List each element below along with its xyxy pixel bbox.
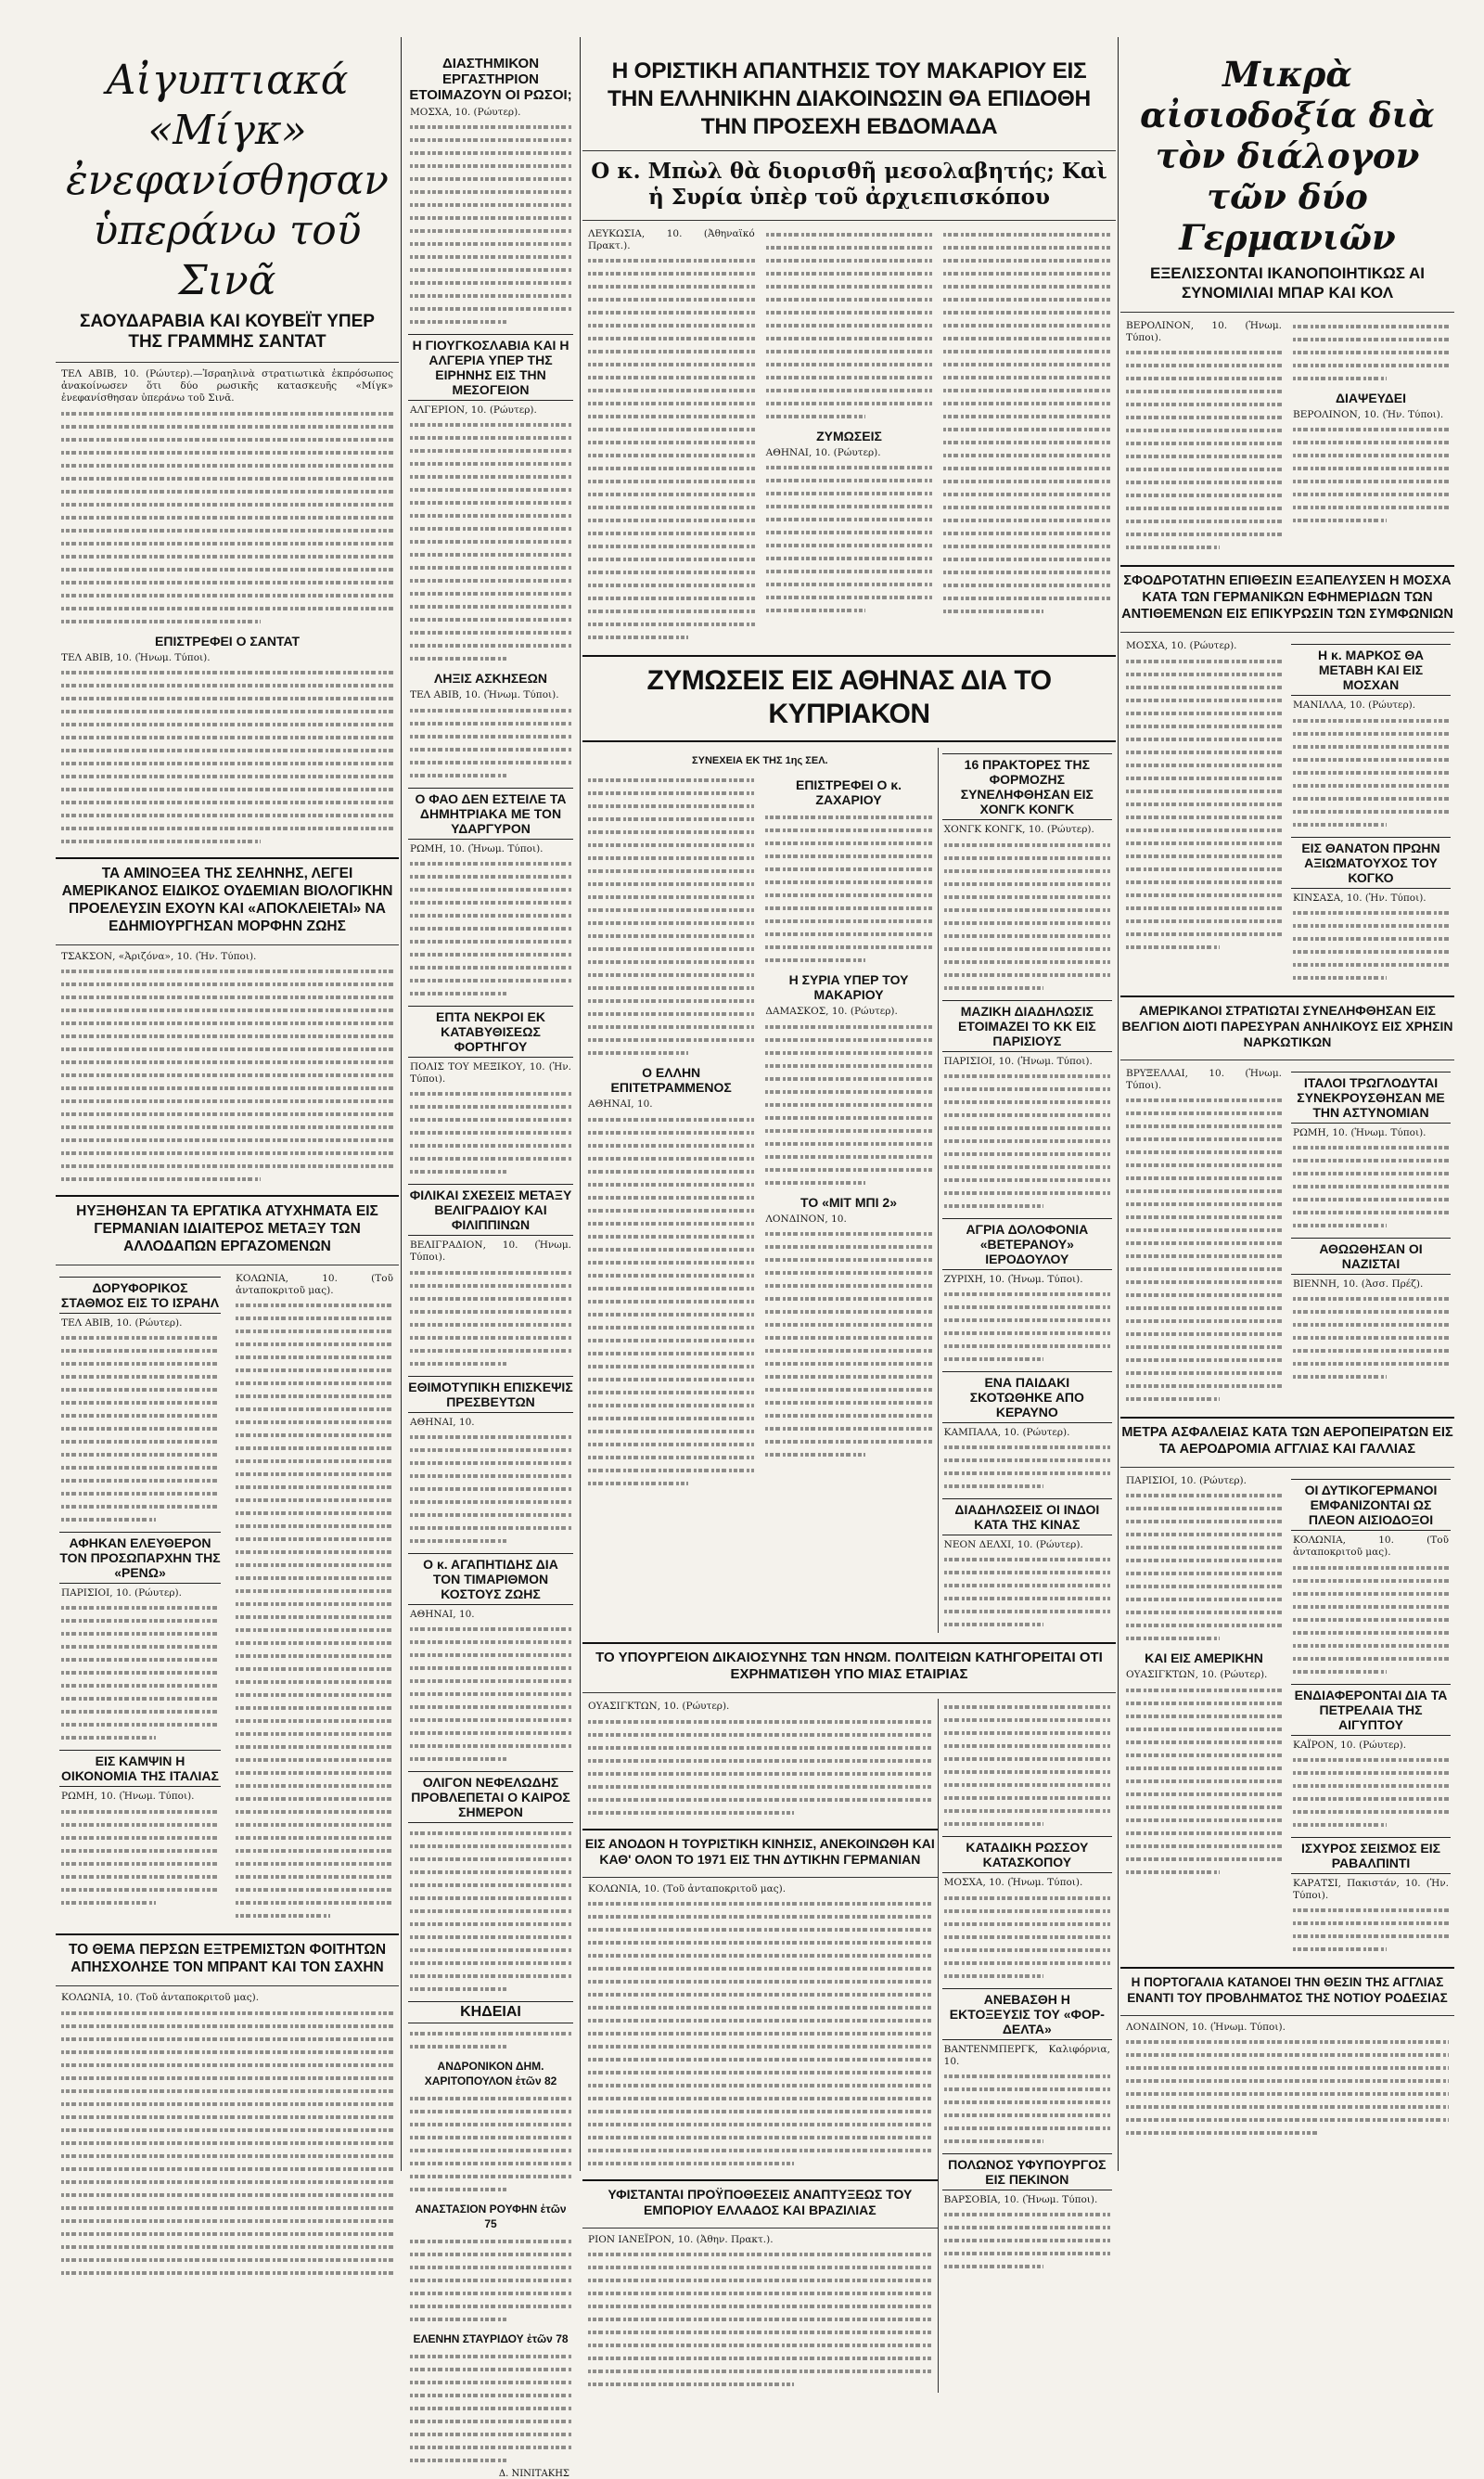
oil-headline: ΕΝΔΙΑΦΕΡΟΝΤΑΙ ΔΙΑ ΤΑ ΠΕΤΡΕΛΑΙΑ ΤΗΣ ΑΙΓΥΠΤΟΥ — [1291, 1684, 1451, 1736]
exercises-headline: ΛΗΞΙΣ ΑΣΚΗΣΕΩΝ — [434, 671, 547, 687]
cavemen-dateline: ΡΩΜΗ, 10. (Ἡνωμ. Τύποι). — [1293, 1126, 1426, 1138]
article-text — [944, 1070, 1110, 1213]
philippines-headline: ΦΙΛΙΚΑΙ ΣΧΕΣΕΙΣ ΜΕΤΑΞΥ ΒΕΛΙΓΡΑΔΙΟΥ ΚΑΙ ΦΙΛΙΠΠΙΝΩΝ — [408, 1184, 573, 1236]
america-dateline: ΟΥΑΣΙΓΚΤΩΝ, 10. (Ρώυτερ). — [1126, 1669, 1268, 1681]
moscow-dateline: ΜΟΣΧΑ, 10. (Ρώυτερ). — [1126, 640, 1237, 652]
egypt-headline: Αἰγυπτιακά «Μίγκ» ἐνεφανίσθησαν ὑπεράνω τοῦ Σινᾶ — [66, 57, 389, 304]
child-headline: ΕΝΑ ΠΑΙΔΑΚΙ ΣΚΟΤΩΘΗΚΕ ΑΠΟ ΚΕΡΑΥΝΟ — [942, 1371, 1112, 1423]
makarios-dateline: ΛΕΥΚΩΣΙΑ, 10. (Ἀθηναϊκό Πρακτ.). — [588, 228, 755, 252]
article-text — [61, 2007, 393, 2280]
italy-dateline: ΡΩΜΗ, 10. (Ἡνωμ. Τύποι). — [61, 1791, 195, 1803]
article-text — [765, 811, 931, 967]
priest-dateline: ΖΥΡΙΧΗ, 10. (Ἡνωμ. Τύποι). — [943, 1273, 1083, 1285]
article-text — [410, 418, 571, 665]
article-text — [410, 704, 571, 782]
students-headline: ΤΟ ΘΕΜΑ ΠΕΡΣΩΝ ΕΞΤΡΕΜΙΣΤΩΝ ΦΟΙΤΗΤΩΝ ΑΠΗΣΧΟΛΗΣΕ ΤΟΝ ΜΠΡΑΝΤ ΚΑΙ ΤΟΝ ΣΑΧΗΝ — [68, 1942, 387, 1976]
article-text — [410, 2092, 571, 2196]
returns-headline: ΕΠΙΣΤΡΕΦΕΙ Ο κ. ΖΑΧΑΡΙΟΥ — [795, 777, 902, 808]
agapitidis-dateline: ΑΘΗΝΑΙ, 10. — [410, 1608, 475, 1620]
funeral-name: ΑΝΑΣΤΑΣΙΟΝ ΡΟΥΦΗΝ ἐτῶν 75 — [415, 2203, 567, 2231]
article-text — [410, 1087, 571, 1178]
makarios-subhead: Ο κ. Μπὼλ θὰ διορισθῆ μεσολαβητής; Καὶ ἡ Συρία ὑπὲρ τοῦ ἀρχιεπισκόπου — [591, 159, 1107, 210]
article-text — [1126, 655, 1282, 954]
article-text — [1126, 1684, 1282, 1879]
makarios-headline: Η ΟΡΙΣΤΙΚΗ ΑΠΑΝΤΗΣΙΣ ΤΟΥ ΜΑΚΑΡΙΟΥ ΕΙΣ ΤΗΝ ΕΛΛΗΝΙΚΗΝ ΔΙΑΚΟΙΝΩΣΙΝ ΘΑ ΕΠΙΔΟΘΗ ΤΗΝ ΠΡΟΣΕΧΗ ΕΒΔΟΜΑΔΑ — [608, 58, 1091, 139]
funeral-name: ΑΝΔΡΟΝΙΚΟΝ ΔΗΜ. ΧΑΡΙΤΟΠΟΥΛΟΝ ἐτῶν 82 — [424, 2060, 557, 2088]
article-text — [1126, 2036, 1449, 2139]
acquittal-headline: ΑΘΩΩΘΗΣΑΝ ΟΙ ΝΑΖΙΣΤΑΙ — [1291, 1238, 1451, 1275]
article-text — [944, 1701, 1110, 1830]
article-text — [61, 1601, 219, 1744]
markos-headline: Η κ. ΜΑΡΚΟΣ ΘΑ ΜΕΤΑΒΗ ΚΑΙ ΕΙΣ ΜΟΣΧΑΝ — [1291, 644, 1451, 696]
fao-headline: Ο ΦΑΟ ΔΕΝ ΕΣΤΕΙΛΕ ΤΑ ΔΗΜΗΤΡΙΑΚΑ ΜΕ ΤΟΝ ΥΔΑΡΓΥΡΟΝ — [408, 788, 573, 840]
article-text — [1293, 714, 1449, 831]
ambassadors-dateline: ΑΘΗΝΑΙ, 10. — [410, 1416, 475, 1428]
mit-dateline: ΛΟΝΔΙΝΟΝ, 10. — [765, 1213, 847, 1225]
drugs-headline: ΑΜΕΡΙΚΑΝΟΙ ΣΤΡΑΤΙΩΤΑΙ ΣΥΝΕΛΗΦΘΗΣΑΝ ΕΙΣ ΒΕΛΓΙΟΝ ΔΙΟΤΙ ΠΑΡΕΣΥΡΑΝ ΑΝΗΛΙΚΟΥΣ ΕΙΣ ΧΡΗΣΙΝ ΝΑΡΚΩΤΙΚΩΝ — [1121, 1002, 1453, 1049]
article-text — [588, 1113, 754, 1490]
article-text — [588, 254, 755, 644]
article-text — [410, 857, 571, 1000]
launch-dateline: ΒΑΝΤΕΝΜΠΕΡΓΚ, Καλιφόρνια, 10. — [943, 2043, 1110, 2067]
tourism-dateline: ΚΟΛΩΝΙΑ, 10. (Τοῦ ἀνταποκριτοῦ μας). — [588, 1882, 787, 1895]
acquittal-dateline: ΒΙΕΝΝΗ, 10. (Ἀσσ. Πρέζ). — [1293, 1278, 1424, 1291]
article-text — [236, 1299, 393, 1922]
airport-headline: ΜΕΤΡΑ ΑΣΦΑΛΕΙΑΣ ΚΑΤΑ ΤΩΝ ΑΕΡΟΠΕΙΡΑΤΩΝ ΕΙΣ ΤΑ ΑΕΡΟΔΡΟΜΙΑ ΑΓΓΛΙΑΣ ΚΑΙ ΓΑΛΛΙΑΣ — [1121, 1425, 1453, 1458]
poland-dateline: ΒΑΡΣΟΒΙΑ, 10. (Ἡνωμ. Τύποι). — [943, 2194, 1098, 2206]
police-headline: ΤΟ ΥΠΟΥΡΓΕΙΟΝ ΔΙΚΑΙΟΣΥΝΗΣ ΤΩΝ ΗΝΩΜ. ΠΟΛΙΤΕΙΩΝ ΚΑΤΗΓΟΡΕΙΤΑΙ ΟΤΙ ΕΧΡΗΜΑΤΙΣΘΗ ΥΠΟ ΜΙΑΣ ΕΤΑΙΡΙΑΣ — [595, 1650, 1103, 1683]
moon-dateline: ΤΣΑΚΣΟΝ, «Ἀριζόνα», 10. (Ἡν. Τύποι). — [61, 950, 257, 962]
article-text — [1293, 1561, 1449, 1678]
article-text — [1293, 423, 1449, 527]
continued-label: ΣΥΝΕΧΕΙΑ ΕΚ ΤΗΣ 1ης ΣΕΛ. — [692, 755, 828, 767]
renault-dateline: ΠΑΡΙΣΙΟΙ, 10. (Ρώυτερ). — [61, 1587, 182, 1599]
markos-dateline: ΜΑΝΙΛΛΑ, 10. (Ρώυτερ). — [1293, 700, 1416, 712]
article-text — [1126, 1094, 1282, 1406]
students-dateline: ΚΟΛΩΝΙΑ, 10. (Τοῦ ἀνταποκριτοῦ μας). — [61, 1992, 260, 2004]
article-text — [944, 1441, 1110, 1493]
envoy-dateline: ΑΘΗΝΑΙ, 10. — [588, 1098, 653, 1111]
tourism-headline: ΕΙΣ ΑΝΟΔΟΝ Η ΤΟΥΡΙΣΤΙΚΗ ΚΙΝΗΣΙΣ, ΑΝΕΚΟΙΝΩΘΗ ΚΑΙ ΚΑΘ' ΟΛΟΝ ΤΟ 1971 ΕΙΣ ΤΗΝ ΔΥΤΙΚΗΝ ΓΕΡΜΑΝΙΑΝ — [584, 1835, 935, 1867]
article-text — [410, 2027, 571, 2053]
paris-dateline: ΠΑΡΙΣΙΟΙ, 10. (Ἡνωμ. Τύποι). — [943, 1055, 1093, 1067]
column-2 — [404, 0, 577, 2479]
column-1 — [56, 0, 399, 2191]
brazil-headline: ΥΦΙΣΤΑΝΤΑΙ ΠΡΟΫΠΟΘΕΣΕΙΣ ΑΝΑΠΤΥΞΕΩΣ ΤΟΥ ΕΜΠΟΡΙΟΥ ΕΛΛΑΔΟΣ ΚΑΙ ΒΡΑΖΙΛΙΑΣ — [608, 2186, 913, 2217]
death-headline: ΕΙΣ ΘΑΝΑΤΟΝ ΠΡΩΗΝ ΑΞΙΩΜΑΤΟΥΧΟΣ ΤΟΥ ΚΟΓΚΟ — [1291, 837, 1451, 889]
koln-dateline: ΚΟΛΩΝΙΑ, 10. (Τοῦ ἀνταποκριτοῦ μας). — [236, 1273, 393, 1297]
paris-headline: ΜΑΖΙΚΗ ΔΙΑΔΗΛΩΣΙΣ ΕΤΟΙΜΑΖΕΙ ΤΟ ΚΚ ΕΙΣ ΠΑΡΙΣΙΟΥΣ — [942, 1000, 1112, 1052]
article-text — [766, 461, 933, 617]
denies-headline: ΔΙΑΨΕΥΔΕΙ — [1335, 391, 1407, 405]
article-text — [1126, 346, 1282, 554]
article-text — [410, 121, 571, 328]
fao-dateline: ΡΩΜΗ, 10. (Ἡνωμ. Τύποι). — [410, 842, 544, 854]
renault-headline: ΑΦΗΚΑΝ ΕΛΕΥΘΕΡΟΝ ΤΟΝ ΠΡΟΣΩΠΑΡΧΗΝ ΤΗΣ «ΡΕΝΩ» — [59, 1532, 221, 1584]
quake-dateline: ΚΑΡΑΤΣΙ, Πακιστάν, 10. (Ἡν. Τύποι). — [1293, 1877, 1449, 1902]
zymoseis-dateline: ΑΘΗΝΑΙ, 10. (Ρώυτερ). — [765, 447, 881, 458]
article-text — [588, 1897, 932, 2170]
article-text — [944, 2208, 1110, 2273]
death-dateline: ΚΙΝΣΑΣΑ, 10. (Ἡν. Τύποι). — [1293, 892, 1426, 904]
optimism-headline: ΟΙ ΔΥΤΙΚΟΓΕΡΜΑΝΟΙ ΕΜΦΑΝΙΖΟΝΤΑΙ ΩΣ ΠΛΕΟΝ ΑΙΣΙΟΔΟΞΟΙ — [1291, 1479, 1451, 1531]
ambassadors-headline: ΕΘΙΜΟΤΥΠΙΚΗ ΕΠΙΣΚΕΨΙΣ ΠΡΕΣΒΕΥΤΩΝ — [408, 1376, 573, 1413]
demos-dateline: ΝΕΟΝ ΔΕΛΧΙ, 10. (Ρώυτερ). — [943, 1539, 1083, 1551]
article-text — [1293, 1292, 1449, 1383]
kogk-dateline: ΧΟΝΓΚ ΚΟΝΓΚ, 10. (Ρώυτερ). — [943, 824, 1094, 836]
article-text — [61, 407, 393, 628]
priest-headline: ΑΓΡΙΑ ΔΟΛΟΦΟΝΙΑ «ΒΕΤΕΡΑΝΟΥ» ΙΕΡΟΔΟΥΛΟΥ — [942, 1218, 1112, 1270]
syria-dateline: ΔΑΜΑΣΚΟΣ, 10. (Ρώυτερ). — [765, 1006, 898, 1018]
accidents-headline: ΗΥΞΗΘΗΣΑΝ ΤΑ ΕΡΓΑΤΙΚΑ ΑΤΥΧΗΜΑΤΑ ΕΙΣ ΓΕΡΜΑΝΙΑΝ ΙΔΙΑΙΤΕΡΟΣ ΜΕΤΑΞΥ ΤΩΝ ΑΛΛΟΔΑΠΩΝ ΕΡΓΑΖΟΜΕΝΩΝ — [76, 1203, 378, 1255]
envoy-headline: Ο ΕΛΛΗΝ ΕΠΙΤΕΤΡΑΜΜΕΝΟΣ — [610, 1065, 732, 1096]
oil-dateline: ΚΑΪΡΟΝ, 10. (Ρώυτερ). — [1293, 1739, 1407, 1751]
denies-dateline: ΒΕΡΟΛΙΝΟΝ, 10. (Ἡν. Τύποι). — [1293, 409, 1444, 420]
police-dateline: ΟΥΑΣΙΓΚΤΩΝ, 10. (Ρώυτερ). — [588, 1701, 730, 1713]
mit-headline: ΤΟ «ΜΙΤ ΜΠΙ 2» — [800, 1194, 897, 1210]
article-text — [944, 839, 1110, 995]
article-text — [1293, 906, 1449, 984]
article-text — [944, 2070, 1110, 2148]
germanies-subhead: ΕΞΕΛΙΣΣΟΝΤΑΙ ΙΚΑΝΟΠΟΙΗΤΙΚΩΣ ΑΙ ΣΥΝΟΜΙΛΙΑΙ ΜΠΑΡ ΚΑΙ ΚΟΛ — [1149, 264, 1425, 302]
article-text — [765, 1227, 931, 1461]
optimism-dateline: ΚΟΛΩΝΙΑ, 10. (Τοῦ ἀνταποκριτοῦ μας). — [1293, 1535, 1449, 1559]
column-4 — [1120, 0, 1454, 2191]
egypt-subhead: ΣΑΟΥΔΑΡΑΒΙΑ ΚΑΙ ΚΟΥΒΕΪΤ ΥΠΕΡ ΤΗΣ ΓΡΑΜΜΗΣ ΣΑΝΤΑΤ — [80, 312, 375, 352]
yugoslavia-dateline: ΑΛΓΕΡΙΟΝ, 10. (Ρώυτερ). — [410, 405, 537, 417]
brazil-dateline: ΡΙΟΝ ΙΑΝΕΪΡΟΝ, 10. (Ἀθην. Πρακτ.). — [588, 2233, 774, 2245]
article-text — [61, 1805, 219, 1909]
drugs-dateline: ΒΡΥΞΕΛΛΑΙ, 10. (Ἡνωμ. Τύποι). — [1126, 1067, 1282, 1092]
article-text — [1293, 320, 1449, 385]
article-text — [944, 1553, 1110, 1631]
demos-headline: ΔΙΑΔΗΛΩΣΕΙΣ ΟΙ ΙΝΔΟΙ ΚΑΤΑ ΤΗΣ ΚΙΝΑΣ — [942, 1498, 1112, 1535]
article-text — [61, 965, 393, 1186]
egypt-dateline: ΤΕΛ ΑΒΙΒ, 10. (Ρώυτερ).—Ἰσραηλινὰ στρατιωτικὰ ἐκπρόσωπος ἀνακοίνωσεν ὅτι δύο ρωσικῆς κατασκευῆς «Μίγκ» ἐνεφανίσθησαν ὑπεράνω τοῦ Σινᾶ. — [61, 368, 393, 405]
article-text — [410, 2235, 571, 2326]
america-subhead: ΚΑΙ ΕΙΣ ΑΜΕΡΙΚΗΝ — [1145, 1651, 1263, 1666]
article-text — [410, 1431, 571, 1548]
article-text — [766, 228, 933, 423]
exercises-dateline: ΤΕΛ ΑΒΙΒ, 10. (Ἡνωμ. Τύποι). — [410, 689, 559, 701]
airport-dateline: ΠΑΡΙΣΙΟΙ, 10. (Ρώυτερ). — [1126, 1475, 1247, 1487]
article-text — [588, 774, 754, 1060]
philippines-dateline: ΒΕΛΙΓΡΑΔΙΟΝ, 10. (Ἡνωμ. Τύποι). — [410, 1240, 571, 1264]
article-text — [61, 1331, 219, 1526]
column-rule — [580, 37, 581, 2171]
article-text — [1293, 1141, 1449, 1232]
article-text — [765, 1021, 931, 1189]
italy-headline: ΕΙΣ ΚΑΜΨΙΝ Η ΟΙΚΟΝΟΜΙΑ ΤΗΣ ΙΤΑΛΙΑΣ — [59, 1750, 221, 1787]
funeral-name: ΕΛΕΝΗΝ ΣΤΑΥΡΙΔΟΥ ἐτῶν 78 — [413, 2332, 569, 2346]
article-text — [588, 2248, 932, 2391]
ship-headline: ΕΠΤΑ ΝΕΚΡΟΙ ΕΚ ΚΑΤΑΒΥΘΙΣΕΩΣ ΦΟΡΤΗΓΟΥ — [408, 1006, 573, 1058]
moon-headline: ΤΑ ΑΜΙΝΟΞΕΑ ΤΗΣ ΣΕΛΗΝΗΣ, ΛΕΓΕΙ ΑΜΕΡΙΚΑΝΟΣ ΕΙΔΙΚΟΣ ΟΥΔΕΜΙΑΝ ΒΙΟΛΟΓΙΚΗΝ ΠΡΟΕΛΕΥΣΙΝ ΕΧΟΥΝ ΚΑΙ «ΑΠΟΚΛΕΙΕΤΑΙ» ΝΑ ΕΔΗΜΙΟΥΡΓΗΣΑΝ ΜΟΡΦΗΝ ΖΩΗΣ — [61, 865, 393, 934]
article-text — [61, 666, 393, 848]
moscow-headline: ΣΦΟΔΡΟΤΑΤΗΝ ΕΠΙΘΕΣΙΝ ΕΞΑΠΕΛΥΣΕΝ Η ΜΟΣΧΑ ΚΑΤΑ ΤΩΝ ΓΕΡΜΑΝΙΚΩΝ ΕΦΗΜΕΡΙΔΩΝ ΤΩΝ ΑΝΤΙΘΕΜΕΝΩΝ ΕΙΣ ΕΠΙΚΥΡΩΣΙΝ ΤΩΝ ΣΥΜΦΩΝΙΩΝ — [1121, 573, 1453, 623]
kogk-headline: 16 ΠΡΑΚΤΟΡΕΣ ΤΗΣ ΦΟΡΜΟΖΗΣ ΣΥΝΕΛΗΦΘΗΣΑΝ ΕΙΣ ΧΟΝΓΚ ΚΟΝΓΚ — [942, 753, 1112, 820]
cavemen-headline: ΙΤΑΛΟΙ ΤΡΩΓΛΟΔΥΤΑΙ ΣΥΝΕΚΡΟΥΣΘΗΣΑΝ ΜΕ ΤΗΝ ΑΣΤΥΝΟΜΙΑΝ — [1291, 1072, 1451, 1124]
article-text — [1293, 1904, 1449, 1956]
satellite-dateline: ΤΕΛ ΑΒΙΒ, 10. (Ρώυτερ). — [61, 1317, 183, 1329]
column-3 — [582, 0, 1116, 2245]
column-rule — [401, 37, 402, 2171]
portugal-dateline: ΛΟΝΔΙΝΟΝ, 10. (Ἡνωμ. Τύποι). — [1126, 2022, 1286, 2034]
space-lab-dateline: ΜΟΣΧΑ, 10. (Ρώυτερ). — [410, 107, 521, 118]
article-text — [410, 1827, 571, 1996]
agapitidis-headline: Ο κ. ΑΓΑΠΗΤΙΔΗΣ ΔΙΑ ΤΟΝ ΤΙΜΑΡΙΘΜΟΝ ΚΟΣΤΟΥΣ ΖΩΗΣ — [408, 1553, 573, 1605]
funerals-headline: ΚΗΔΕΙΑΙ — [408, 2001, 573, 2023]
article-text — [410, 1266, 571, 1370]
yugoslavia-headline: Η ΓΙΟΥΓΚΟΣΛΑΒΙΑ ΚΑΙ Η ΑΛΓΕΡΙΑ ΥΠΕΡ ΤΗΣ ΕΙΡΗΝΗΣ ΕΙΣ ΤΗΝ ΜΕΣΟΓΕΙΟΝ — [408, 334, 573, 401]
launch-headline: ΑΝΕΒΑΣΘΗ Η ΕΚΤΟΞΕΥΣΙΣ ΤΟΥ «ΦΟΡ-ΔΕΛΤΑ» — [942, 1988, 1112, 2040]
quake-headline: ΙΣΧΥΡΟΣ ΣΕΙΣΜΟΣ ΕΙΣ ΡΑΒΑΛΠΙΝΤΙ — [1291, 1837, 1451, 1874]
santat-dateline: ΤΕΛ ΑΒΙΒ, 10. (Ἡνωμ. Τύποι). — [61, 651, 211, 663]
cyprus-headline: ΖΥΜΩΣΕΙΣ ΕΙΣ ΑΘΗΝΑΣ ΔΙΑ ΤΟ ΚΥΠΡΙΑΚΟΝ — [646, 665, 1052, 730]
article-text — [1293, 1753, 1449, 1831]
article-text — [944, 1892, 1110, 1983]
satellite-headline: ΔΟΡΥΦΟΡΙΚΟΣ ΣΤΑΘΜΟΣ ΕΙΣ ΤΟ ΙΣΡΑΗΛ — [59, 1277, 221, 1314]
poland-headline: ΠΟΛΩΝΟΣ ΥΦΥΠΟΥΡΓΟΣ ΕΙΣ ΠΕΚΙΝΟΝ — [942, 2153, 1112, 2190]
article-text — [1126, 1489, 1282, 1645]
court-dateline: ΜΟΣΧΑ, 10. (Ἡνωμ. Τύποι). — [943, 1877, 1083, 1889]
portugal-headline: Η ΠΟΡΤΟΓΑΛΙΑ ΚΑΤΑΝΟΕΙ ΤΗΝ ΘΕΣΙΝ ΤΗΣ ΑΓΓΛΙΑΣ ΕΝΑΝΤΙ ΤΟΥ ΠΡΟΒΛΗΜΑΤΟΣ ΤΗΣ ΝΟΤΙΟΥ ΡΟΔΕΣΙΑΣ — [1127, 1975, 1448, 2006]
ship-dateline: ΠΟΛΙΣ ΤΟΥ ΜΕΞΙΚΟΥ, 10. (Ἡν. Τύποι). — [410, 1060, 571, 1085]
article-text — [588, 1715, 932, 1819]
germanies-headline: Μικρὰ αἰσιοδοξία διὰ τὸν διάλογον τῶν δύο Γερμανιῶν — [1140, 54, 1435, 258]
signature: Δ. ΝΙΝΙΤΑΚΗΣ — [498, 2469, 569, 2479]
column-rule — [1118, 37, 1119, 2171]
syria-headline: Η ΣΥΡΙΑ ΥΠΕΡ ΤΟΥ ΜΑΚΑΡΙΟΥ — [788, 972, 909, 1003]
santat-subhead: ΕΠΙΣΤΡΕΦΕΙ Ο ΣΑΝΤΑΤ — [155, 633, 300, 649]
article-text — [943, 228, 1110, 618]
child-dateline: ΚΑΜΠΑΛΑ, 10. (Ρώυτερ). — [943, 1427, 1070, 1439]
weather-headline: ΟΛΙΓΟΝ ΝΕΦΕΛΩΔΗΣ ΠΡΟΒΛΕΠΕΤΑΙ Ο ΚΑΙΡΟΣ ΣΗΜΕΡΟΝ — [408, 1771, 573, 1823]
article-text — [410, 2350, 571, 2467]
article-text — [410, 1623, 571, 1766]
zymoseis-subhead: ΖΥΜΩΣΕΙΣ — [816, 429, 882, 443]
space-lab-headline: ΔΙΑΣΤΗΜΙΚΟΝ ΕΡΓΑΣΤΗΡΙΟΝ ΕΤΟΙΜΑΖΟΥΝ ΟΙ ΡΩΣΟΙ; — [409, 56, 572, 103]
germanies-dateline: ΒΕΡΟΛΙΝΟΝ, 10. (Ἡνωμ. Τύποι). — [1126, 320, 1282, 344]
court-headline: ΚΑΤΑΔΙΚΗ ΡΩΣΣΟΥ ΚΑΤΑΣΚΟΠΟΥ — [942, 1836, 1112, 1873]
article-text — [944, 1288, 1110, 1366]
